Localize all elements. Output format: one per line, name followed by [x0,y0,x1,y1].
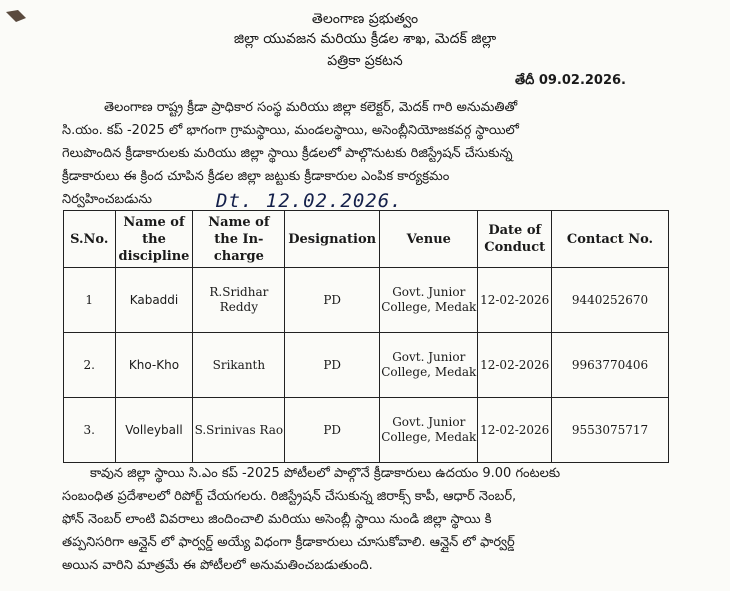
header-department: జిల్లా యువజన మరియు క్రీడల శాఖ, మెదక్ జిల్లా [233,31,497,47]
closing-line-3: ఫోన్ నెంబర్ లాంటి వివరాలు జిందించాలి మరియు అసెంబ్లీ స్థాయి నుండి జిల్లా స్థాయి కి [62,512,492,527]
cell-discipline: Kabaddi [115,268,193,333]
intro-line-1: తెలంగాణ రాష్ట్ర క్రీడా ప్రాధికార సంస్థ మరియు జిల్లా కలెక్టర్, మెదక్ గారి అనుమతితో [104,100,518,115]
intro-line-2: సి.యం. కప్ -2025 లో భాగంగా గ్రామస్థాయి, మండలస్థాయి, అసెంబ్లీనియోజకవర్గ స్థాయిలో [62,123,519,138]
cell-sno: 2. [64,333,116,398]
intro-line-3: గెలుపొందిన క్రీడాకారులకు మరియు జిల్లా స్థాయి క్రీడలలో పాల్గొనుటకు రిజిస్ట్రేషన్ చేసుకున్న [62,146,513,161]
cell-venue: Govt. Junior College, Medak [380,333,478,398]
header-designation: Designation [285,211,380,268]
header-contact: Contact No. [551,211,668,268]
closing-line-4: తప్పనిసరిగా ఆన్లైన్ లో ఫార్వర్డ్ అయ్యే విధంగా క్రీడాకారులు చూసుకోవాలి. ఆన్లైన్ లో ఫార్వర్డ్ [62,535,515,550]
cell-incharge: R.Sridhar Reddy [193,268,285,333]
cell-designation: PD [285,398,380,463]
closing-paragraph [62,462,561,577]
cell-date: 12-02-2026 [478,398,552,463]
cell-designation: PD [285,268,380,333]
table-row [64,268,669,333]
cell-date: 12-02-2026 [478,333,552,398]
notice-date: తేదీ 09.02.2026. [515,73,626,88]
cell-designation: PD [285,333,380,398]
closing-line-1: కావున జిల్లా స్థాయి సి.ఎం కప్ -2025 పోటీలలో పాల్గొనే క్రీడాకారులు ఉదయం 9.00 గంటలకు [90,466,561,481]
cell-contact: 9440252670 [551,268,668,333]
cell-sno: 3. [64,398,116,463]
header-incharge: Name of the In-charge [193,211,285,268]
header-date: Date of Conduct [478,211,552,268]
header-discipline: Name of the discipline [115,211,193,268]
cell-contact: 9553075717 [551,398,668,463]
selection-schedule-table [63,210,669,463]
cell-date: 12-02-2026 [478,268,552,333]
handwritten-date: Dt. 12.02.2026. [216,190,403,212]
closing-line-5: అయిన వారిని మాత్రమే ఈ పోటీలలో అనుమతించబడుతుంది. [62,558,373,573]
header-government: తెలంగాణ ప్రభుత్వం [311,11,419,27]
cell-venue: Govt. Junior College, Medak [380,398,478,463]
cell-venue: Govt. Junior College, Medak [380,268,478,333]
table-row [64,398,669,463]
cell-contact: 9963770406 [551,333,668,398]
cell-incharge: Srikanth [193,333,285,398]
closing-line-2: సంబంధిత ప్రదేశాలలో రిపోర్ట్ చేయగలరు. రిజిస్ట్రేషన్ చేసుకున్న జిరాక్స్ కాపీ, ఆధార్ నెంబర్, [62,489,517,504]
cell-incharge: S.Srinivas Rao [193,398,285,463]
table-header-row [64,211,669,268]
header-venue: Venue [380,211,478,268]
cell-sno: 1 [64,268,116,333]
header-sno: S.No. [64,211,116,268]
table-row [64,333,669,398]
intro-line-5: నిర్వహించబడును [62,192,153,207]
cell-discipline: Volleyball [115,398,193,463]
header-press-release: పత్రికా ప్రకటన [327,53,403,69]
intro-line-4: క్రీడాకారులు ఈ క్రింద చూపిన క్రీడల జిల్లా జట్టుకు క్రీడాకారుల ఎంపిక కార్యక్రమం [62,169,450,184]
cell-discipline: Kho-Kho [115,333,193,398]
